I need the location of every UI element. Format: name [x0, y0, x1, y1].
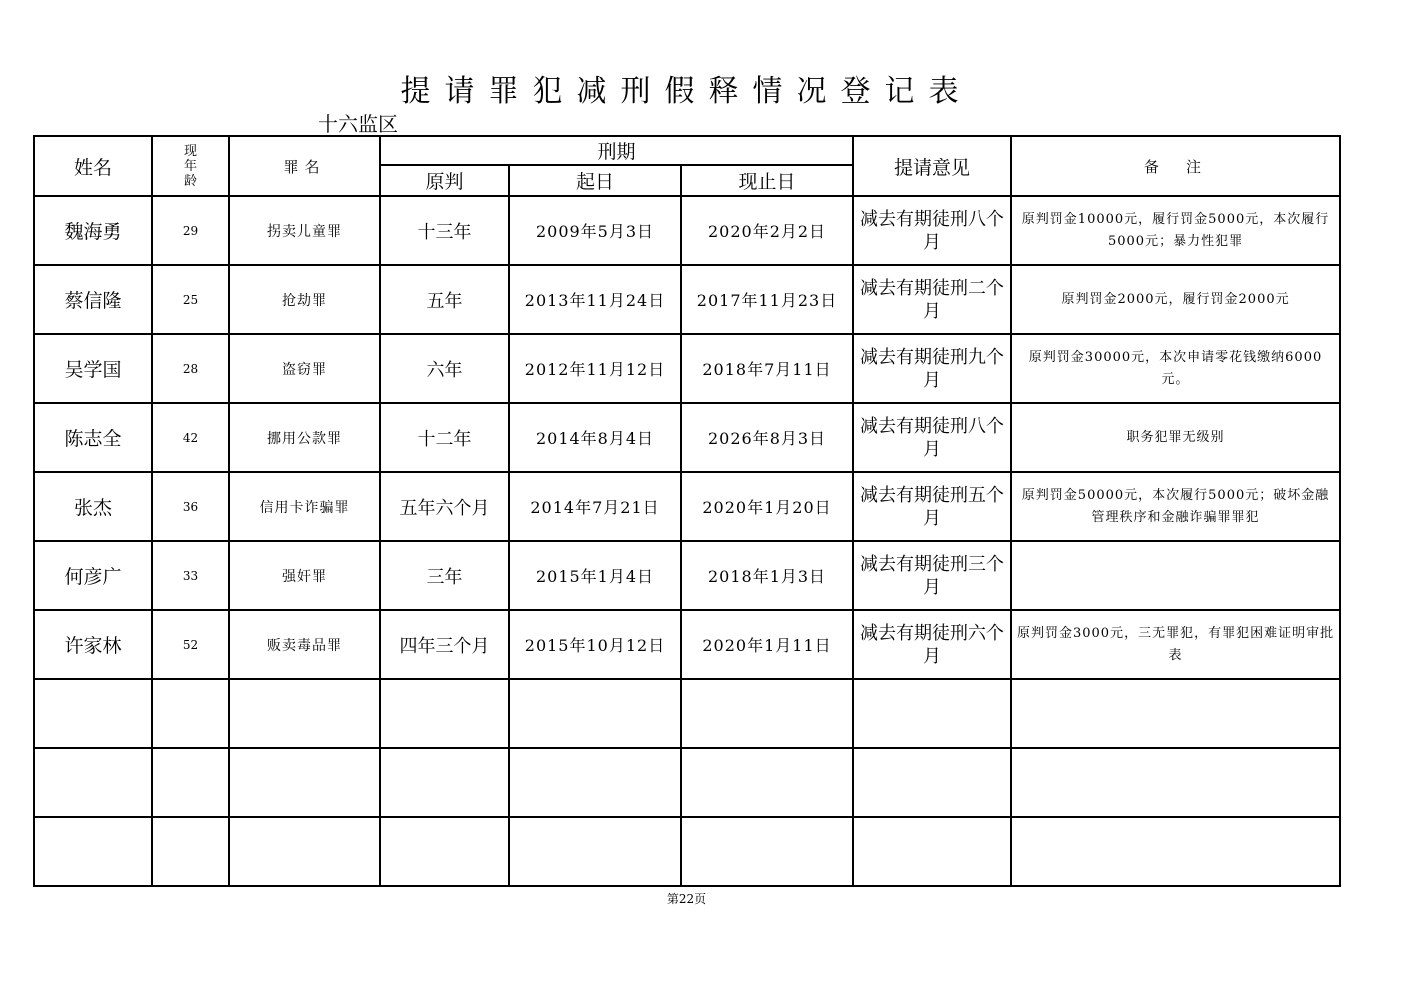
header-sentence-group: 刑期 — [380, 136, 853, 165]
cell-remark — [1011, 541, 1340, 610]
cell-crime: 盗窃罪 — [229, 334, 380, 403]
cell-start-date: 2012年11月12日 — [509, 334, 681, 403]
cell-start-date — [509, 748, 681, 817]
page-title: 提请罪犯减刑假释情况登记表 — [400, 74, 973, 109]
cell-start-date: 2014年7月21日 — [509, 472, 681, 541]
cell-start-date: 2013年11月24日 — [509, 265, 681, 334]
cell-crime: 强奸罪 — [229, 541, 380, 610]
cell-name: 吴学国 — [34, 334, 152, 403]
table-row — [34, 748, 1340, 817]
cell-age: 28 — [152, 334, 229, 403]
cell-start-date: 2015年10月12日 — [509, 610, 681, 679]
district-label: 十六监区 — [318, 112, 398, 136]
table-row — [34, 403, 1340, 472]
table-row — [34, 472, 1340, 541]
cell-opinion: 减去有期徒刑三个月 — [853, 541, 1011, 610]
table-row — [34, 817, 1340, 886]
cell-start-date — [509, 817, 681, 886]
cell-opinion: 减去有期徒刑八个月 — [853, 196, 1011, 265]
cell-term: 六年 — [380, 334, 509, 403]
data-rows — [34, 196, 1340, 886]
cell-term — [380, 679, 509, 748]
cell-name: 许家林 — [34, 610, 152, 679]
cell-opinion — [853, 679, 1011, 748]
cell-end-date: 2018年1月3日 — [681, 541, 853, 610]
header-age — [152, 136, 229, 196]
header-row-1 — [34, 136, 1340, 165]
cell-term: 五年六个月 — [380, 472, 509, 541]
header-end: 现止日 — [681, 165, 853, 196]
cell-term — [380, 817, 509, 886]
cell-opinion — [853, 748, 1011, 817]
cell-opinion: 减去有期徒刑二个月 — [853, 265, 1011, 334]
table-row — [34, 265, 1340, 334]
cell-crime — [229, 679, 380, 748]
register-table — [33, 135, 1341, 887]
cell-end-date: 2026年8月3日 — [681, 403, 853, 472]
cell-end-date: 2017年11月23日 — [681, 265, 853, 334]
cell-opinion: 减去有期徒刑六个月 — [853, 610, 1011, 679]
cell-age: 42 — [152, 403, 229, 472]
cell-remark — [1011, 748, 1340, 817]
cell-start-date: 2014年8月4日 — [509, 403, 681, 472]
cell-term: 十三年 — [380, 196, 509, 265]
header-age-char-3: 龄 — [183, 173, 197, 189]
cell-remark: 原判罚金30000元，本次申请零花钱缴纳6000元。 — [1011, 334, 1340, 403]
cell-opinion: 减去有期徒刑九个月 — [853, 334, 1011, 403]
cell-term: 四年三个月 — [380, 610, 509, 679]
cell-remark: 原判罚金2000元，履行罚金2000元 — [1011, 265, 1340, 334]
cell-age: 25 — [152, 265, 229, 334]
page-number: 第22页 — [666, 892, 707, 906]
cell-crime: 贩卖毒品罪 — [229, 610, 380, 679]
header-age-char-1: 现 — [183, 143, 197, 159]
cell-name: 张杰 — [34, 472, 152, 541]
table-row — [34, 610, 1340, 679]
cell-start-date: 2015年1月4日 — [509, 541, 681, 610]
cell-age: 52 — [152, 610, 229, 679]
table-row — [34, 196, 1340, 265]
cell-age: 33 — [152, 541, 229, 610]
cell-name: 何彦广 — [34, 541, 152, 610]
cell-crime: 拐卖儿童罪 — [229, 196, 380, 265]
cell-end-date: 2020年2月2日 — [681, 196, 853, 265]
header-remarks: 备 注 — [1011, 136, 1340, 196]
header-age-char-2: 年 — [183, 158, 197, 174]
cell-end-date — [681, 817, 853, 886]
cell-age: 36 — [152, 472, 229, 541]
cell-name: 魏海勇 — [34, 196, 152, 265]
cell-end-date: 2020年1月11日 — [681, 610, 853, 679]
cell-opinion: 减去有期徒刑八个月 — [853, 403, 1011, 472]
header-name: 姓名 — [34, 136, 152, 196]
cell-remark: 原判罚金50000元，本次履行5000元；破坏金融管理秩序和金融诈骗罪罪犯 — [1011, 472, 1340, 541]
cell-opinion — [853, 817, 1011, 886]
header-crime: 罪名 — [229, 136, 380, 196]
cell-crime — [229, 817, 380, 886]
cell-term — [380, 748, 509, 817]
cell-term: 三年 — [380, 541, 509, 610]
cell-age: 29 — [152, 196, 229, 265]
cell-crime: 抢劫罪 — [229, 265, 380, 334]
header-opinion: 提请意见 — [853, 136, 1011, 196]
cell-start-date — [509, 679, 681, 748]
cell-name — [34, 679, 152, 748]
cell-term: 五年 — [380, 265, 509, 334]
cell-remark — [1011, 679, 1340, 748]
cell-term: 十二年 — [380, 403, 509, 472]
header-start: 起日 — [509, 165, 681, 196]
cell-opinion: 减去有期徒刑五个月 — [853, 472, 1011, 541]
cell-end-date — [681, 748, 853, 817]
cell-end-date: 2018年7月11日 — [681, 334, 853, 403]
cell-crime: 信用卡诈骗罪 — [229, 472, 380, 541]
cell-end-date — [681, 679, 853, 748]
cell-age — [152, 817, 229, 886]
cell-name — [34, 748, 152, 817]
table-row — [34, 334, 1340, 403]
cell-age — [152, 748, 229, 817]
cell-start-date: 2009年5月3日 — [509, 196, 681, 265]
cell-remark: 原判罚金10000元，履行罚金5000元，本次履行5000元；暴力性犯罪 — [1011, 196, 1340, 265]
cell-remark: 职务犯罪无级别 — [1011, 403, 1340, 472]
cell-name — [34, 817, 152, 886]
table-row — [34, 541, 1340, 610]
cell-crime: 挪用公款罪 — [229, 403, 380, 472]
cell-crime — [229, 748, 380, 817]
table-row — [34, 679, 1340, 748]
cell-age — [152, 679, 229, 748]
cell-remark: 原判罚金3000元，三无罪犯，有罪犯困难证明审批表 — [1011, 610, 1340, 679]
cell-remark — [1011, 817, 1340, 886]
cell-name: 蔡信隆 — [34, 265, 152, 334]
cell-name: 陈志全 — [34, 403, 152, 472]
cell-end-date: 2020年1月20日 — [681, 472, 853, 541]
header-original: 原判 — [380, 165, 509, 196]
